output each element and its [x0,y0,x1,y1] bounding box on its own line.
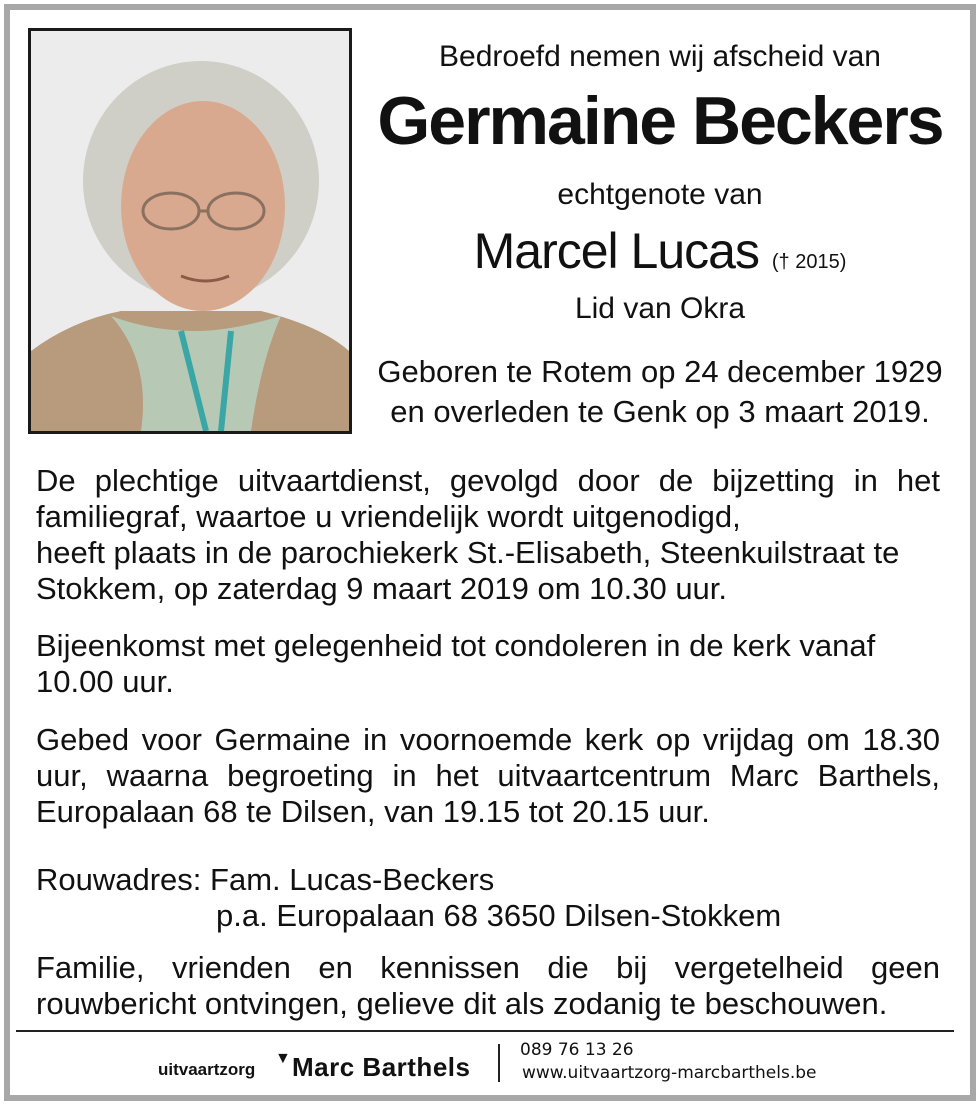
footer-separator [498,1044,500,1082]
life-dates [370,352,950,432]
footer-divider [16,1030,954,1032]
born-line: Geboren te Rotem op 24 december 1929 [377,354,943,389]
spouse-death-note: († 2015) [771,251,847,273]
brand-name: Marc Barthels [292,1052,471,1082]
spouse-line [370,222,950,280]
deceased-name: Germaine Beckers [377,83,943,159]
spouse-name: Marcel Lucas [473,223,759,279]
footer [0,1038,980,1090]
portrait-photo [28,28,352,434]
service-line-1: De plechtige uitvaartdienst, gevolgd door de bijzetting in het familiegraf, waartoe u vriendelijk wordt uitgenodigd, [36,463,940,534]
mourning-address [36,862,940,934]
gathering-paragraph: Bijeenkomst met gelegenheid tot condoleren in de kerk vanaf 10.00 uur. [36,628,876,699]
address-line-1: Rouwadres: Fam. Lucas-Beckers [36,862,495,897]
closing-paragraph: Familie, vrienden en kennissen die bij vergetelheid geen rouwbericht ontvingen, gelieve dit als zodanig te beschouwen. [36,950,940,1021]
service-paragraph [36,463,940,607]
address-line-2: p.a. Europalaan 68 3650 Dilsen-Stokkem [216,898,782,933]
relation-text: echtgenote van [557,178,763,211]
website-link[interactable]: www.uitvaartzorg-marcbarthels.be [522,1063,817,1083]
died-line: en overleden te Genk op 3 maart 2019. [390,394,930,429]
brand-small-text: uitvaartzorg [158,1060,256,1079]
prayer-paragraph: Gebed voor Germaine in voornoemde kerk op vrijdag om 18.30 uur, waarna begroeting in het uitvaartcentrum Marc Barthels, Europalaan 68 te Dilsen, van 19.15 tot 20.15 uur. [36,722,940,829]
intro-text: Bedroefd nemen wij afscheid van [439,40,881,73]
service-line-2: heeft plaats in de parochiekerk St.-Elisabeth, Steenkuilstraat te Stokkem, op zaterdag 9 maart 2019 om 10.30 uur. [36,535,900,606]
brand-triangle-icon: ▼ [275,1050,291,1067]
membership-text: Lid van Okra [574,292,746,325]
phone-number: 089 76 13 26 [520,1040,634,1060]
